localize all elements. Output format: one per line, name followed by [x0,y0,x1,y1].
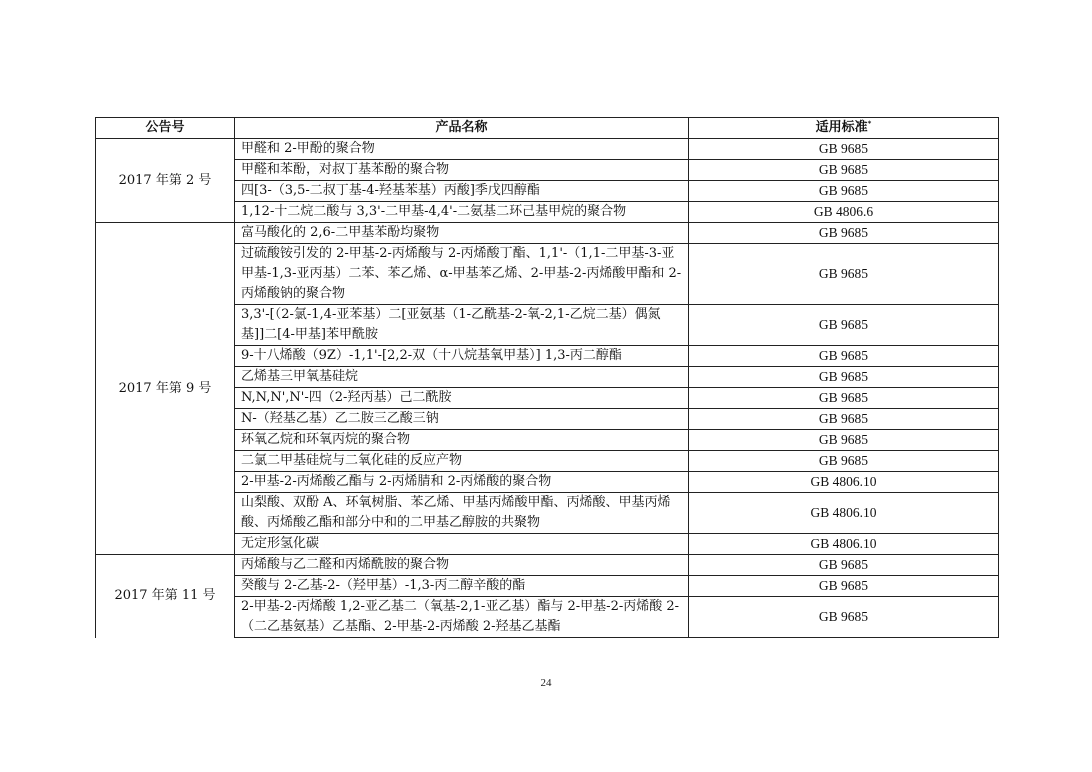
standard-cell: GB 9685 [689,139,999,160]
product-name-cell: 丙烯酸与乙二醛和丙烯酰胺的聚合物 [235,555,689,576]
announcement-cell: 2017 年第 9 号 [96,223,235,555]
standard-cell: GB 9685 [689,388,999,409]
product-name-cell: 二氯二甲基硅烷与二氧化硅的反应产物 [235,451,689,472]
product-name-cell: 1,12-十二烷二酸与 3,3'-二甲基-4,4'-二氨基二环己基甲烷的聚合物 [235,202,689,223]
product-name-cell: 2-甲基-2-丙烯酸 1,2-亚乙基二（氧基-2,1-亚乙基）酯与 2-甲基-2-丙烯酸 2-（二乙基氨基）乙基酯、2-甲基-2-丙烯酸 2-羟基乙基酯 [235,597,689,638]
product-name-cell: 环氧乙烷和环氧丙烷的聚合物 [235,430,689,451]
standard-cell: GB 4806.10 [689,534,999,555]
page-number: 24 [540,677,552,689]
header-standard-footnote-mark: * [867,119,872,128]
product-name-cell: 山梨酸、双酚 A、环氧树脂、苯乙烯、甲基丙烯酸甲酯、丙烯酸、甲基丙烯酸、丙烯酸乙酯和部分中和的二甲基乙醇胺的共聚物 [235,493,689,534]
header-product-name: 产品名称 [235,118,689,139]
table-row [96,139,999,160]
product-name-cell: 3,3'-[（2-氯-1,4-亚苯基）二[亚氨基（1-乙酰基-2-氧-2,1-乙烷二基）偶氮基]]二[4-甲基]苯甲酰胺 [235,305,689,346]
standard-cell: GB 9685 [689,346,999,367]
product-name-cell: 甲醛和 2-甲酚的聚合物 [235,139,689,160]
standard-cell: GB 9685 [689,555,999,576]
header-standard [689,118,999,139]
standard-cell: GB 9685 [689,430,999,451]
product-name-cell: 乙烯基三甲氧基硅烷 [235,367,689,388]
standard-cell: GB 9685 [689,181,999,202]
standard-cell: GB 4806.6 [689,202,999,223]
product-name-cell: 甲醛和苯酚，对叔丁基苯酚的聚合物 [235,160,689,181]
product-name-cell: 9-十八烯酸（9Z）-1,1'-[2,2-双（十八烷基氧甲基）] 1,3-丙二醇酯 [235,346,689,367]
standards-table [95,117,999,638]
standard-cell: GB 4806.10 [689,493,999,534]
announcement-cell: 2017 年第 2 号 [96,139,235,223]
standard-cell: GB 9685 [689,305,999,346]
product-name-cell: 2-甲基-2-丙烯酸乙酯与 2-丙烯腈和 2-丙烯酸的聚合物 [235,472,689,493]
standard-cell: GB 9685 [689,160,999,181]
table-row [96,555,999,576]
product-name-cell: 富马酸化的 2,6-二甲基苯酚均聚物 [235,223,689,244]
product-name-cell: 过硫酸铵引发的 2-甲基-2-丙烯酸与 2-丙烯酸丁酯、1,1'-（1,1-二甲基-3-亚甲基-1,3-亚丙基）二苯、苯乙烯、α-甲基苯乙烯、2-甲基-2-丙烯酸甲酯和 2-丙烯酸钠的聚合物 [235,244,689,305]
standard-cell: GB 9685 [689,244,999,305]
standard-cell: GB 9685 [689,223,999,244]
standard-cell: GB 9685 [689,576,999,597]
standard-cell: GB 9685 [689,367,999,388]
product-name-cell: N-（羟基乙基）乙二胺三乙酸三钠 [235,409,689,430]
product-name-cell: 无定形氢化碳 [235,534,689,555]
announcement-cell: 2017 年第 11 号 [96,555,235,638]
table-row [96,223,999,244]
standard-cell: GB 9685 [689,597,999,638]
standard-cell: GB 9685 [689,451,999,472]
table-header-row [96,118,999,139]
product-name-cell: 四[3-（3,5-二叔丁基-4-羟基苯基）丙酸]季戊四醇酯 [235,181,689,202]
product-name-cell: 癸酸与 2-乙基-2-（羟甲基）-1,3-丙二醇辛酸的酯 [235,576,689,597]
header-announcement: 公告号 [96,118,235,139]
standard-cell: GB 4806.10 [689,472,999,493]
standard-cell: GB 9685 [689,409,999,430]
header-standard-label: 适用标准 [815,120,868,135]
product-name-cell: N,N,N',N'-四（2-羟丙基）己二酰胺 [235,388,689,409]
